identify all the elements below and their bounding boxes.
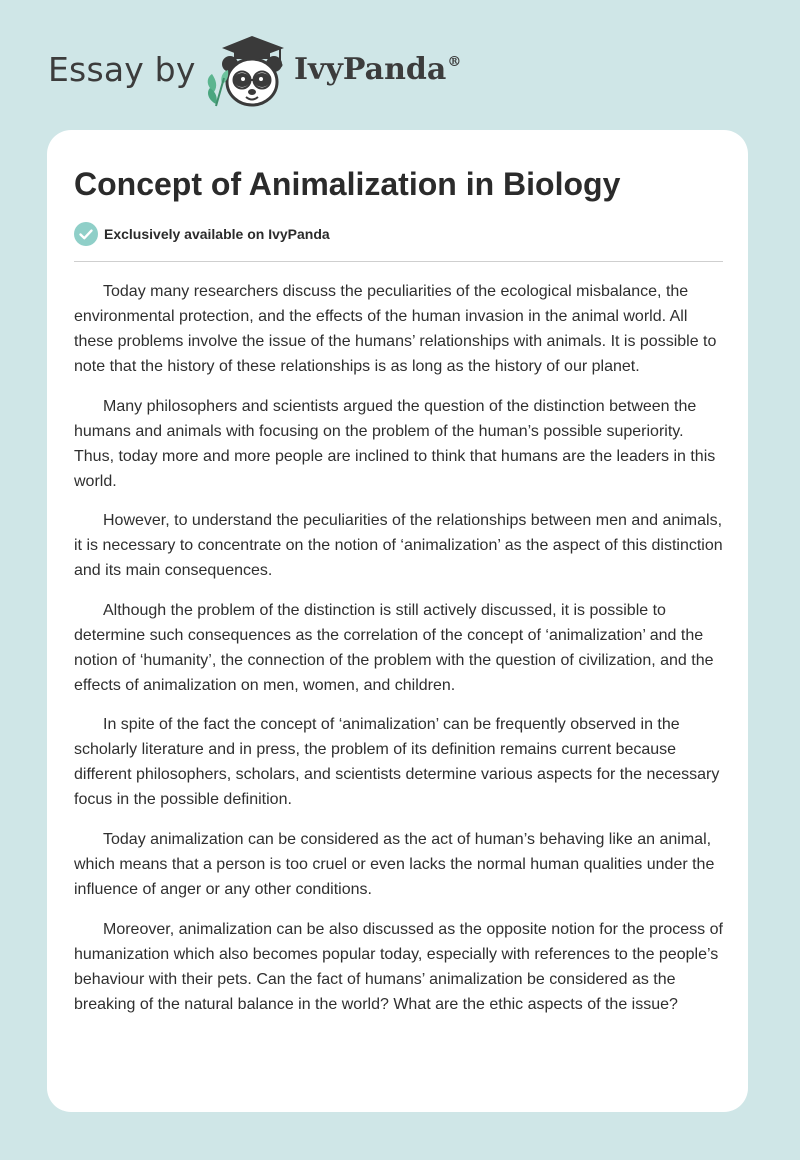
site-logo[interactable] xyxy=(48,32,468,112)
paragraph: Today animalization can be considered as the act of human’s behaving like an animal, which means that a person is too cruel or even lacks the normal human qualities under the influence of anger or any other conditions. xyxy=(74,830,715,898)
page-title: Concept of Animalization in Biology xyxy=(74,166,621,202)
divider xyxy=(74,261,723,262)
paragraph: Today many researchers discuss the peculiarities of the ecological misbalance, the environmental protection, and the effects of the human invasion in the animal world. All these problems involve the issue of the humans’ relationships with animals. It is possible to note that the history of these relationships is as long as the history of our planet. xyxy=(74,283,717,375)
check-circle-icon xyxy=(74,222,98,246)
paragraph: In spite of the fact the concept of ‘animalization’ can be frequently observed in the scholarly literature and in press, the problem of its definition remains current because different philosophers, scholars, and scientists determine various aspects for the necessary focus in the possible definition. xyxy=(74,716,720,809)
panda-graduate-icon xyxy=(200,34,296,110)
essay-card xyxy=(47,130,748,1112)
paragraph: However, to understand the peculiarities of the relationships between men and animals, it is necessary to concentrate on the notion of ‘animalization’ as the aspect of this distinction and its main consequences. xyxy=(74,512,723,580)
exclusive-badge xyxy=(74,222,330,246)
brand-prefix: Essay by xyxy=(48,50,196,89)
paragraph: Many philosophers and scientists argued the question of the distinction between the humans and animals with focusing on the problem of the human’s possible superiority. Thus, today more and more people are inclined to think that humans are the leaders in this world. xyxy=(74,397,716,490)
paragraph: Moreover, animalization can be also discussed as the opposite notion for the process of humanization which also becomes popular today, especially with references to the people’s behaviour with their pets. Can the fact of humans’ animalization be considered as the breaking of the natural balance in the world? What are the ethic aspects of the issue? xyxy=(74,920,723,1013)
exclusive-badge-label: Exclusively available on IvyPanda xyxy=(104,226,330,242)
paragraph: Although the problem of the distinction is still actively discussed, it is possible to determine such consequences as the correlation of the concept of ‘animalization’ and the notion of ‘humanity’, the connection of the problem with the question of civilization, and the effects of animalization on men, women, and children. xyxy=(74,601,714,694)
brand-name: IvyPanda® xyxy=(294,52,462,87)
registered-mark: ® xyxy=(447,54,462,70)
essay-body xyxy=(74,279,724,1031)
